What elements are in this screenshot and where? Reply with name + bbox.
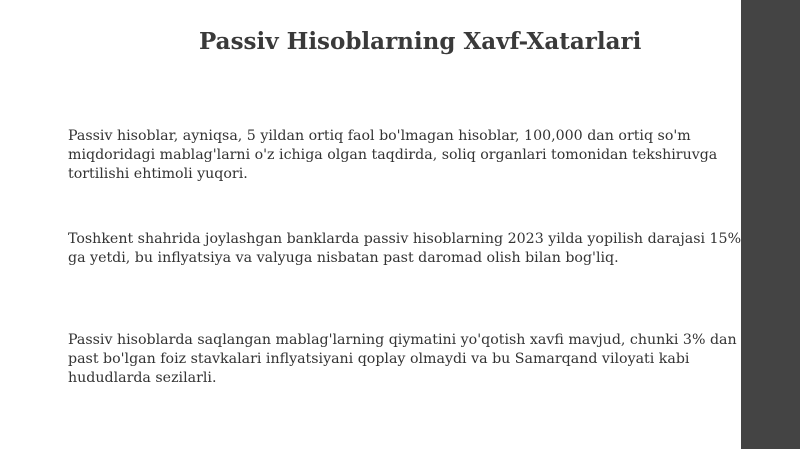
paragraph-line: past bo'lgan foiz stavkalari inflyatsiyani qoplay olmaydi va bu Samarqand viloyati kabi	[68, 351, 690, 367]
paragraph-line: miqdoridagi mablag'larni o'z ichiga olgan taqdirda, soliq organlari tomonidan tekshiruvga	[68, 147, 718, 163]
paragraph-line: Passiv hisoblarda saqlangan mablag'larning qiymatini yo'qotish xavfi mavjud, chunki 3% dan	[68, 332, 737, 348]
paragraph-passive-accounts-audit	[68, 127, 717, 184]
paragraph-line: hududlarda sezilarli.	[68, 370, 217, 386]
paragraph-value-loss-risk	[68, 331, 737, 388]
side-panel	[741, 0, 800, 449]
paragraph-line: Toshkent shahrida joylashgan banklarda passiv hisoblarning 2023 yilda yopilish darajasi 15%	[68, 231, 741, 247]
paragraph-line: ga yetdi, bu inflyatsiya va valyuga nisbatan past daromad olish bilan bog'liq.	[68, 250, 619, 266]
paragraph-tashkent-closure-rate	[68, 230, 741, 268]
paragraph-line: Passiv hisoblar, ayniqsa, 5 yildan ortiq faol bo'lmagan hisoblar, 100,000 dan ortiq so'm	[68, 128, 691, 144]
paragraph-line: tortilishi ehtimoli yuqori.	[68, 166, 248, 182]
slide-title: Passiv Hisoblarning Xavf-Xatarlari	[199, 28, 642, 55]
